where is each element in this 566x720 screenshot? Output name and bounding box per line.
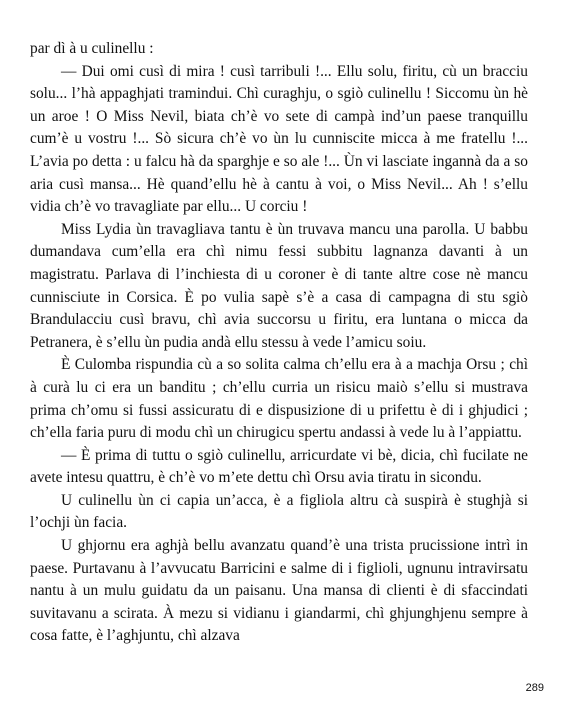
- paragraph: U culinellu ùn ci capia un’acca, è a figliola altru cà suspirà è stughjà si l’ochji ùn facia.: [30, 491, 528, 532]
- paragraph: U ghjornu era aghjà bellu avanzatu quand’è una trista prucissione intrì in paese. Purtavanu à l’avvucatu Barricini e salme di i figlioli, ugnunu intravirsatu nantu à un mulu guidatu da un paisanu. Una mansa di clienti è di sfaccindati suvitavanu a scirata. À mezu si vidianu i giandarmi, chì ghjunghjenu sempre à cosa fatte, è l’aghjuntu, chì alzava: [30, 537, 528, 645]
- paragraph: — Dui omi cusì di mira ! cusì tarribuli !... Ellu solu, firitu, cù un bracciu solu... l’hà appaghjati tramindui. Chì curaghju, o sgiò culinellu ! Siccomu ùn hè un aroe ! O Miss Nevil, biata ch’è vo sete di campà ind’un paese tranquillu cum’è u vostru !... Sò sicura ch’è vo ùn lu cunniscite micca à me fratellu !... L’avia po detta : u falcu hà da sparghje e so ale !... Ùn vi lasciate ingannà da a so aria cusì mansa... Hè quand’ellu hè à cantu à voi, o Miss Nevil... Ah ! s’ellu vidia ch’è vo travagliate par ellu... U corciu !: [30, 62, 528, 216]
- paragraph: — È prima di tuttu o sgiò culinellu, arricurdate vi bè, dicia, chì fucilate ne avete intesu quattru, è ch’è vo m’ete dettu chì Orsu avia tiratu in sicondu.: [30, 446, 528, 487]
- page-number: 289: [525, 682, 544, 694]
- paragraph: Miss Lydia ùn travagliava tantu è ùn truvava mancu una parolla. U babbu dumandava cum’ella era chì nimu fessi subbitu lagnanza davanti à un magistratu. Parlava di l’inchiesta di u coroner è di tante altre cose nè mancu cunnisciute in Corsica. È po vulia sapè s’è a casa di campagna di stu sgiò Brandulacciu cusì bravu, chì avia succorsu u firitu, era luntana o micca da Petranera, è s’ellu ùn pudia andà ellu stessu à vede l’amicu soiu.: [30, 220, 528, 351]
- paragraph: È Culomba rispundia cù a so solita calma ch’ellu era à a machja Orsu ; chì à curà lu ci era un banditu ; ch’ellu curria un risicu maiò s’ellu si mustrava prima ch’omu si fussi assicuratu di e dispusizione di u prifettu è di i ghjudici ; ch’ella faria puru di modu chì un chirugicu spertu andassi à vede lu à l’appiattu.: [30, 356, 528, 442]
- body-text: [30, 38, 528, 648]
- paragraph: par dì à u culinellu :: [30, 40, 154, 57]
